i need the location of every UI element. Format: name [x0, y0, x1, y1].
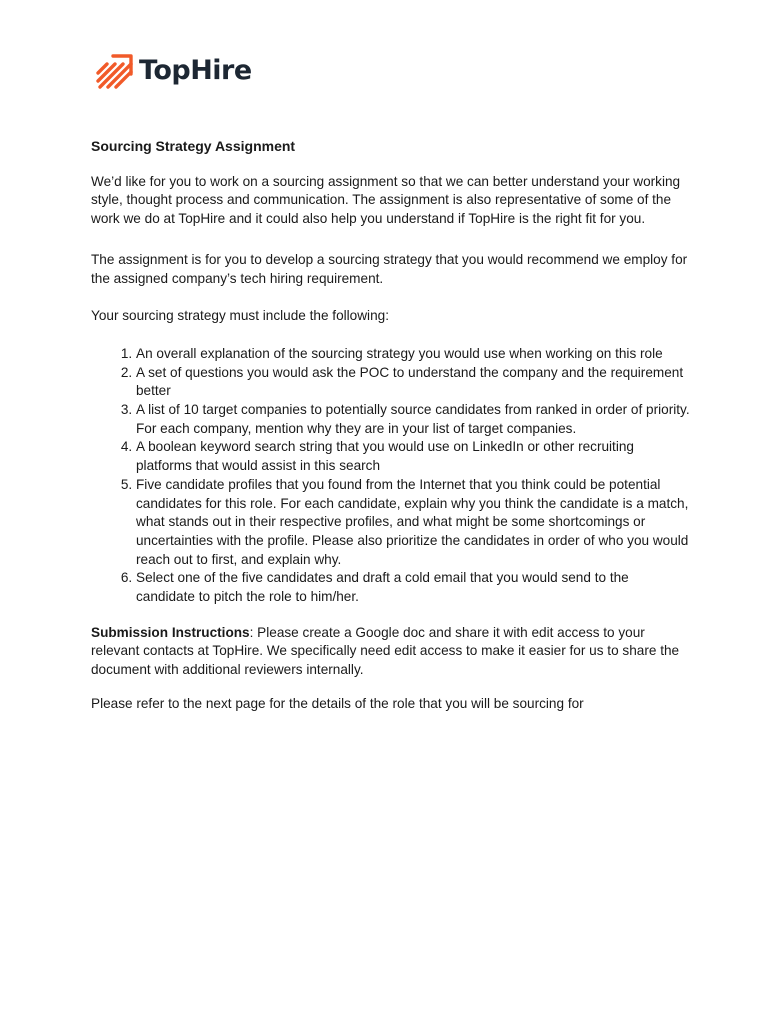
intro-paragraph: We’d like for you to work on a sourcing assignment so that we can better understand your working style, thought process and communication. The assignment is also representative of some of the work we do at TopHire and it could also help you understand if TopHire is the right fit for you. — [91, 173, 681, 227]
list-item: 2. A set of questions you would ask the POC to understand the company and the requirement better — [136, 364, 691, 401]
submission-paragraph — [91, 624, 691, 680]
assignment-paragraph: The assignment is for you to develop a sourcing strategy that you would recommend we employ for the assigned company’s tech hiring requirement. — [91, 251, 688, 286]
submission-label: Submission Instructions — [91, 624, 250, 640]
requirements-list — [91, 345, 691, 607]
list-item: 1. An overall explanation of the sourcing strategy you would use when working on this role — [136, 345, 691, 364]
submission-text: : Please create a Google doc and share it with edit access to your relevant contacts at TopHire. We specifically need edit access to make it easier for us to share the document with additional reviewers internally. — [91, 624, 680, 678]
list-item: 4. A boolean keyword search string that you would use on LinkedIn or other recruiting platforms that would assist in this search — [136, 438, 691, 475]
document-title: Sourcing Strategy Assignment — [91, 138, 296, 154]
closing-paragraph: Please refer to the next page for the details of the role that you will be sourcing for — [91, 695, 584, 711]
tophire-logo-mark-icon — [95, 50, 135, 90]
list-item: 3. A list of 10 target companies to potentially source candidates from ranked in order of priority. For each company, mention why they are in your list of target companies. — [136, 401, 691, 438]
tophire-wordmark: TopHire — [139, 54, 252, 86]
tophire-logo — [95, 50, 252, 90]
list-intro-paragraph: Your sourcing strategy must include the following: — [91, 308, 389, 324]
list-item: 6. Select one of the five candidates and draft a cold email that you would send to the candidate to pitch the role to him/her. — [136, 569, 691, 606]
document-body — [91, 137, 691, 714]
list-item: 5. Five candidate profiles that you found from the Internet that you think could be potential candidates for this role. For each candidate, explain why you think the candidate is a match, what stands out in their respective profiles, and what might be some shortcomings or uncertainties with the profile. Please also prioritize the candidates in order of who you would reach out to first, and explain why. — [136, 476, 691, 570]
